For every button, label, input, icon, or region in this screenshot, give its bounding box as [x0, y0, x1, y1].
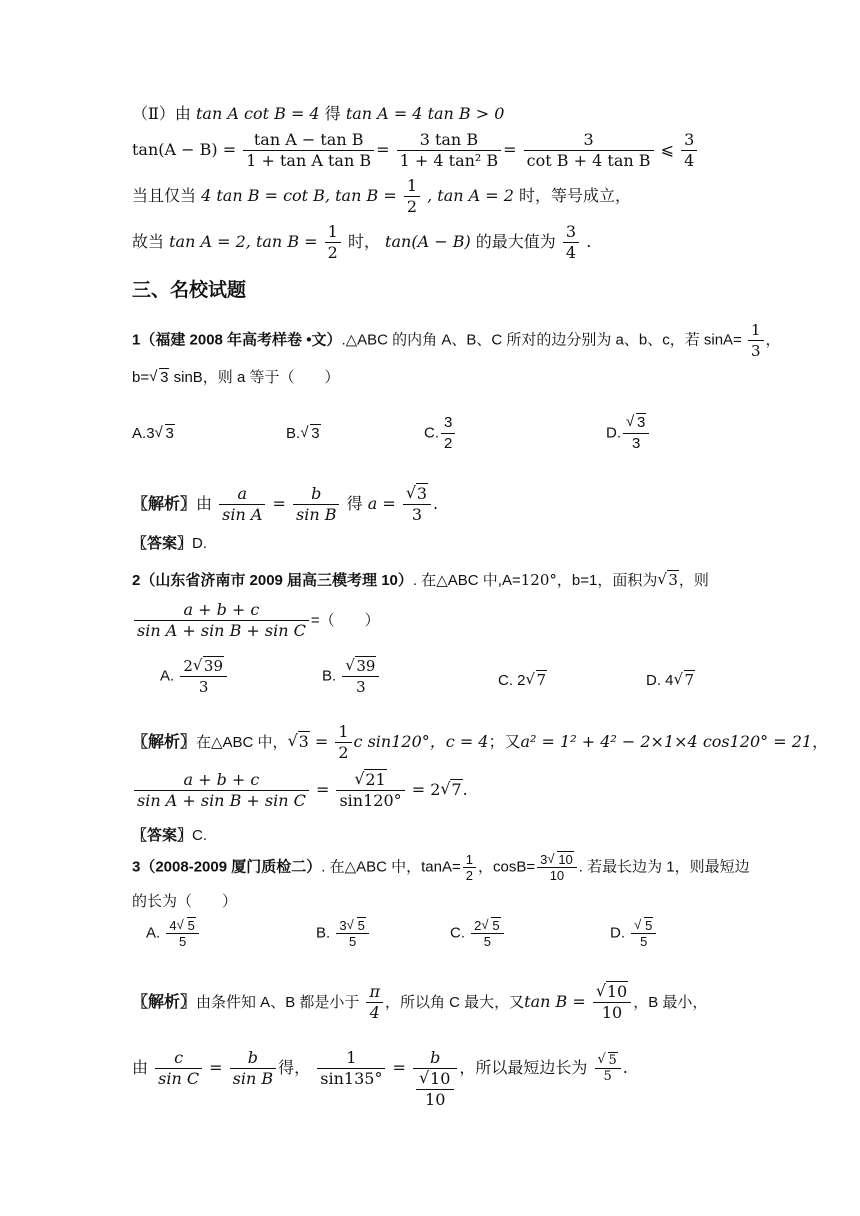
denominator: 3 [198, 678, 209, 696]
denominator: 5 [640, 934, 648, 949]
sqrt [193, 656, 224, 676]
denominator: 5 [483, 934, 492, 949]
denominator: 5 [178, 934, 187, 949]
question-label: 3（2008-2009 厦门质检二） [132, 858, 322, 876]
sqrt [419, 1069, 451, 1089]
denominator: 4 [369, 1003, 380, 1022]
denominator: sin B [232, 1069, 274, 1088]
text: ；又 [488, 732, 521, 751]
q3-option-d[interactable] [610, 918, 658, 949]
fraction [403, 484, 431, 525]
sqrt [547, 852, 573, 867]
q1-option-d[interactable] [606, 413, 651, 454]
option-label: D. [610, 924, 625, 942]
denominator: 4 [684, 151, 695, 170]
math: = 2 [411, 780, 441, 799]
text: .△ABC 的内角 A、B、C 所对的边分别为 a、b、c，若 sinA= [341, 331, 742, 349]
radicand: 3 [416, 484, 427, 503]
denominator: 10 [425, 1090, 446, 1109]
numerator [342, 656, 379, 677]
sqrt [626, 413, 646, 433]
sqrt [440, 780, 462, 800]
sqrt [596, 982, 628, 1002]
fraction [219, 484, 265, 525]
q2-answer [132, 826, 207, 846]
fraction [134, 770, 309, 811]
answer-label: 〖答案〗 [132, 535, 193, 552]
q1-stem [132, 320, 781, 361]
radicand: 7 [536, 671, 547, 689]
numerator [623, 413, 649, 434]
denominator: 5 [348, 934, 357, 949]
fraction [397, 130, 502, 171]
text: ， [812, 732, 829, 751]
sqrt [177, 918, 196, 933]
option-label: D. [646, 672, 661, 689]
numerator: 1 [317, 1048, 385, 1069]
sqrt [598, 1053, 618, 1068]
option-label: C. [424, 424, 439, 442]
option-label: B. [322, 667, 337, 685]
numerator: b [293, 484, 339, 505]
part2-line4 [132, 222, 591, 263]
radicand: 10 [558, 852, 573, 867]
numerator [537, 852, 577, 868]
option-label: D. [606, 424, 621, 442]
radicand: 3 [165, 425, 174, 442]
answer-label: 〖答案〗 [132, 827, 193, 844]
sqrt [345, 656, 376, 676]
radicand: 3 [311, 425, 320, 442]
numerator [595, 1053, 621, 1069]
q1-answer [132, 534, 207, 554]
q1-stem-line2 [132, 368, 339, 388]
denominator: 10 [549, 868, 565, 883]
denominator: 5 [603, 1069, 612, 1084]
numerator: a + b + c [134, 600, 309, 621]
q2-stem-line2 [132, 600, 380, 641]
fraction [336, 918, 368, 949]
sqrt [300, 424, 320, 444]
text: 得， [278, 1058, 311, 1077]
math: c = 4 [445, 732, 489, 751]
fraction [595, 1053, 621, 1084]
text: ，所以角 C 最大，又 [384, 994, 525, 1011]
text: ，B 最小， [633, 994, 708, 1011]
numerator [336, 770, 404, 791]
sqrt [149, 368, 169, 388]
part2-line2: tan(A − B) = $\frac{\text{tan A − tan B}}{\text{1 + tan A tan B}}$ = $\frac{\text{3 tan B}}{\text{1 + 4 tan² B}}$ = $\frac{3}{\text{cot B + 4 tan B}}$ ⩽ $\frac{3}{4}$ [132, 130, 699, 171]
text: . [586, 232, 592, 251]
text: . 在△ABC 中，tanA= [321, 858, 461, 876]
sqrt [634, 918, 653, 933]
coef: 2 [474, 918, 482, 933]
q2-solution-line2 [132, 770, 468, 811]
text: 当且仅当 [132, 186, 197, 205]
denominator: sin C [158, 1069, 200, 1088]
text: = [392, 1058, 406, 1077]
radicand: 3 [298, 732, 309, 751]
text: 由 [196, 494, 213, 513]
numerator: 3 [524, 130, 654, 151]
section-title: 三、名校试题 [132, 279, 247, 301]
numerator [166, 918, 198, 934]
text: ，b=1，面积为 [556, 572, 658, 589]
option-label: B. [316, 924, 331, 942]
text: 得 [346, 494, 363, 513]
text: 由条件知 A、B 都是小于 [196, 994, 360, 1011]
fraction [537, 852, 577, 883]
sqrt [526, 670, 548, 690]
text: 故当 [132, 232, 165, 251]
q1-option-c[interactable] [424, 413, 457, 454]
fraction [524, 130, 654, 171]
text: 时， [347, 232, 380, 251]
option-label: C. [498, 672, 513, 689]
sqrt [347, 918, 366, 933]
numerator: 1 [325, 222, 341, 243]
math: 4 tan B = cot B, tan B = [201, 186, 397, 205]
denominator: 3 [411, 505, 422, 524]
option-label: A. [160, 667, 175, 685]
fraction [471, 918, 503, 949]
denominator: sin135° [320, 1069, 383, 1088]
radicand: 39 [203, 657, 223, 675]
answer-value: C. [192, 827, 208, 844]
numerator: a + b + c [134, 770, 309, 791]
denominator: 3 [632, 435, 641, 452]
q2-stem [132, 570, 709, 591]
coef: 2 [517, 672, 526, 689]
fraction [366, 982, 383, 1023]
math: a² = 1² + 4² − 2×1×4 cos120° = 21 [520, 732, 813, 751]
leq-sign: ⩽ [660, 140, 674, 159]
sqrt [481, 918, 500, 933]
fraction [325, 222, 341, 263]
math: a = [367, 494, 396, 513]
math: tan A = 4 tan B > 0 [345, 104, 505, 123]
denominator: 10 [601, 1003, 623, 1022]
math: , tan A = 2 [427, 186, 514, 205]
solution-label: 〖解析〗 [132, 734, 197, 751]
sqrt [406, 484, 428, 504]
radicand: 3 [160, 369, 169, 386]
numerator: c [155, 1048, 202, 1069]
fraction [441, 413, 455, 454]
sqrt [657, 570, 679, 590]
numerator: 1 [463, 852, 476, 868]
fraction [243, 130, 374, 171]
fraction [180, 656, 227, 697]
numerator: 1 [748, 320, 764, 341]
denominator: 4 [565, 243, 577, 262]
radicand: 10 [430, 1069, 451, 1088]
math: tan(A − B) = [132, 140, 237, 159]
fraction [134, 600, 309, 641]
text: 由 [132, 1058, 149, 1077]
text: 时，等号成立， [519, 186, 632, 205]
denominator: sin120° [339, 791, 402, 810]
denominator: 2 [327, 243, 338, 262]
part2-line3 [132, 176, 631, 217]
radicand: 5 [608, 1053, 617, 1068]
math: c sin120°， [353, 732, 446, 751]
numerator: 3 [441, 413, 455, 434]
radicand: 3 [668, 571, 678, 589]
fraction [155, 1048, 202, 1089]
numerator: b [230, 1048, 276, 1069]
fraction [230, 1048, 276, 1089]
q2-option-a[interactable] [160, 656, 229, 697]
option-label: A. [132, 425, 147, 442]
sqrt [288, 732, 310, 752]
q3-option-a[interactable] [146, 918, 201, 949]
text: . [462, 780, 468, 799]
numerator: 3 [681, 130, 697, 151]
text: = [272, 494, 286, 513]
denominator: 1 + tan A tan B [246, 151, 372, 170]
denominator: 2 [444, 435, 453, 452]
q3-solution-line2 [132, 1048, 628, 1110]
math: 120° [520, 571, 557, 589]
text: ，所以最短边长为 [459, 1058, 588, 1077]
radicand: 21 [365, 770, 386, 789]
text: 的长为（ ） [132, 893, 238, 910]
option-label: B. [286, 425, 301, 442]
q1-option-a[interactable] [132, 424, 175, 444]
denominator: sin A + sin B + sin C [137, 621, 306, 640]
math: tan(A − B) [385, 232, 471, 251]
solution-label: 〖解析〗 [132, 496, 197, 513]
radicand: 7 [684, 671, 695, 689]
text: sinB，则 a 等于（ ） [169, 369, 340, 386]
text: . 若最长边为 1，则最短边 [578, 858, 750, 876]
q2-solution [132, 722, 828, 763]
q2-option-c[interactable] [498, 670, 547, 691]
fraction [317, 1048, 385, 1089]
q3-stem-line2 [132, 892, 237, 912]
denominator: sin A + sin B + sin C [137, 791, 306, 810]
numerator: tan A − tan B [243, 130, 374, 151]
denominator: 3 [356, 678, 366, 696]
fraction [748, 320, 764, 361]
numerator: 3 tan B [397, 130, 502, 151]
text: 的最大值为 [475, 232, 556, 251]
q3-option-c[interactable] [450, 918, 506, 949]
q2-option-d[interactable] [646, 670, 695, 691]
solution-label: 〖解析〗 [132, 994, 197, 1011]
fraction [593, 982, 631, 1023]
text: ， [765, 331, 781, 349]
fraction [623, 413, 649, 454]
numerator [631, 918, 656, 934]
text: （Ⅱ）由 [132, 104, 191, 123]
fraction [166, 918, 198, 949]
fraction [293, 484, 339, 525]
denominator: 2 [338, 743, 349, 762]
fraction [335, 722, 351, 763]
numerator [336, 918, 368, 934]
fraction [563, 222, 579, 263]
numerator [416, 1069, 454, 1090]
denominator: cot B + 4 tan B [526, 151, 651, 170]
question-label: 1（福建 2008 年高考样卷 •文） [132, 331, 342, 349]
numerator [471, 918, 503, 934]
q3-stem [132, 852, 750, 883]
part2-line1 [132, 104, 504, 124]
text: = [314, 732, 329, 751]
denominator: sin B [296, 505, 337, 524]
radicand: 10 [606, 982, 628, 1001]
option-label: A. [146, 924, 161, 942]
denominator: sin A [222, 505, 263, 524]
text: ，则 [678, 572, 709, 589]
numerator: 1 [404, 176, 420, 197]
numerator: 1 [335, 722, 351, 743]
numerator [403, 484, 431, 505]
text: =（ ） [310, 612, 380, 629]
coef: 4 [169, 918, 177, 933]
text: ，cosB= [477, 858, 536, 876]
coef: 4 [665, 672, 674, 689]
text: = [315, 780, 330, 799]
math: tan B = [524, 992, 586, 1011]
coef: 3 [540, 852, 548, 867]
denominator: 2 [406, 197, 417, 216]
fraction [413, 1048, 457, 1110]
question-label: 2（山东省济南市 2009 届高三模考理 10） [132, 572, 413, 589]
radicand: 5 [187, 918, 195, 933]
math: tan A cot B = 4 [195, 104, 320, 123]
answer-value: D. [192, 535, 208, 552]
radicand: 5 [645, 918, 653, 933]
text: 得 [324, 104, 341, 123]
coef: 3 [146, 425, 155, 442]
text: . [622, 1058, 628, 1077]
radicand: 7 [451, 780, 462, 799]
option-label: C. [450, 924, 465, 942]
q3-option-b[interactable] [316, 918, 371, 949]
fraction [404, 176, 420, 217]
sqrt [354, 770, 386, 790]
radicand: 3 [637, 414, 646, 431]
radicand: 39 [356, 657, 376, 675]
text: . [433, 494, 439, 513]
numerator: a [219, 484, 265, 505]
coef: 3 [339, 918, 347, 933]
denominator: 3 [751, 342, 761, 360]
numerator [593, 982, 631, 1003]
text: 在△ABC 中， [196, 734, 288, 751]
coef: 2 [183, 657, 193, 675]
numerator [180, 656, 227, 677]
fraction [336, 770, 404, 811]
q3-solution [132, 982, 707, 1023]
text: b= [132, 369, 150, 386]
numerator: b [413, 1048, 457, 1069]
fraction [463, 852, 476, 883]
text: . 在△ABC 中,A= [412, 572, 521, 589]
denominator: 2 [465, 868, 473, 883]
sqrt [155, 424, 175, 444]
q2-option-b[interactable] [322, 656, 381, 697]
fraction [342, 656, 379, 697]
fraction [681, 130, 697, 171]
math: tan A = 2, tan B = [169, 232, 318, 251]
radicand: 5 [492, 918, 500, 933]
numerator: 3 [563, 222, 579, 243]
q1-option-b[interactable] [286, 424, 321, 444]
denominator: 1 + 4 tan² B [399, 151, 499, 170]
fraction [631, 918, 656, 949]
text: = [209, 1058, 223, 1077]
fraction [416, 1069, 454, 1110]
denominator [413, 1069, 457, 1110]
q1-solution [132, 484, 438, 525]
numerator: π [366, 982, 383, 1003]
sqrt [674, 670, 696, 690]
radicand: 5 [357, 918, 365, 933]
